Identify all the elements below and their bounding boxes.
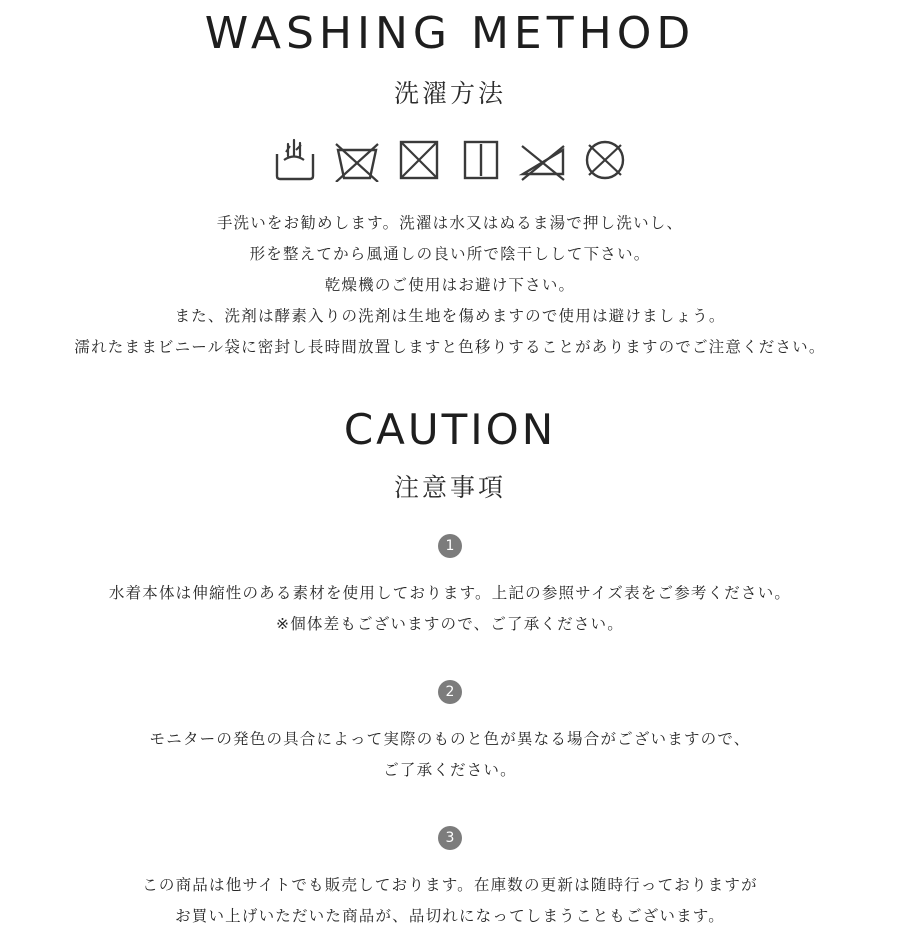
washing-line: また、洗剤は酵素入りの洗剤は生地を傷めますので使用は避けましょう。 <box>174 307 726 326</box>
hand-wash-icon <box>270 136 320 182</box>
caution-line: お買い上げいただいた商品が、品切れになってしまうこともございます。 <box>175 906 725 925</box>
caution-line: ※個体差もございますので、ご了承ください。 <box>276 614 624 633</box>
washing-line: 手洗いをお勧めします。洗濯は水又はぬるま湯で押し洗いし、 <box>216 214 684 233</box>
caution-item <box>0 534 900 640</box>
caution-number-badge: 1 <box>438 534 462 558</box>
caution-line: この商品は他サイトでも販売しております。在庫数の更新は随時行っておりますが <box>142 875 758 894</box>
caution-item <box>0 826 900 932</box>
caution-item-text <box>0 870 900 932</box>
washing-line: 形を整えてから風通しの良い所で陰干しして下さい。 <box>249 245 651 264</box>
no-machine-wash-icon <box>332 136 382 182</box>
no-iron-icon <box>518 136 568 182</box>
caution-item-text <box>0 724 900 786</box>
no-dryclean-icon <box>580 136 630 182</box>
caution-title-en: CAUTION <box>343 405 557 455</box>
no-bleach-icon <box>394 136 444 182</box>
caution-item <box>0 680 900 786</box>
care-symbol-row <box>0 134 900 184</box>
caution-line: ご了承ください。 <box>383 760 517 779</box>
care-instructions-page <box>0 8 900 925</box>
caution-line: モニターの発色の具合によって実際のものと色が異なる場合がございますので、 <box>149 729 751 748</box>
caution-number-badge: 3 <box>438 826 462 850</box>
caution-item-text <box>0 578 900 640</box>
washing-method-title-en: WASHING METHOD <box>204 8 696 59</box>
caution-line: 水着本体は伸縮性のある素材を使用しております。上記の参照サイズ表をご参考ください。 <box>108 583 792 602</box>
washing-method-title-jp: 洗濯方法 <box>393 79 506 109</box>
washing-line: 濡れたままビニール袋に密封し長時間放置しますと色移りすることがありますのでご注意ください。 <box>74 338 826 357</box>
caution-title-jp: 注意事項 <box>393 472 506 502</box>
drip-dry-icon <box>456 136 506 182</box>
washing-line: 乾燥機のご使用はお避け下さい。 <box>324 276 576 295</box>
caution-number-badge: 2 <box>438 680 462 704</box>
washing-instructions-text <box>0 208 900 363</box>
